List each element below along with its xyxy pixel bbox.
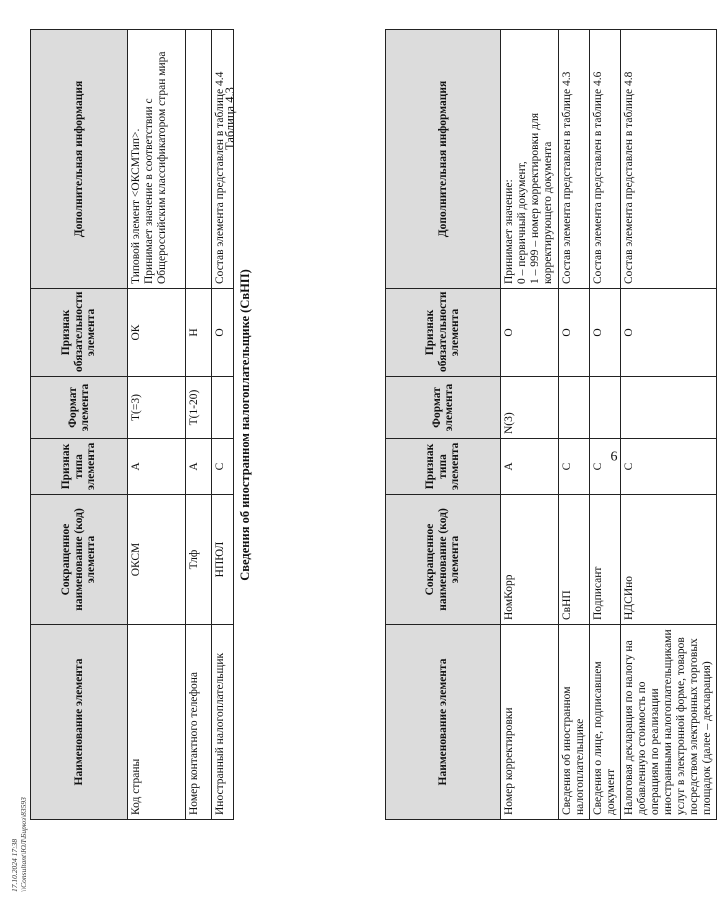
element-code-cell: ОКСМ bbox=[128, 495, 186, 625]
table-row bbox=[621, 30, 717, 820]
page-number: 6 bbox=[610, 449, 618, 465]
element-format-cell: T(=3) bbox=[128, 377, 186, 439]
element-required-cell: О bbox=[501, 289, 559, 377]
element-type-cell: С bbox=[559, 439, 590, 495]
table-row bbox=[590, 30, 621, 820]
element-format-cell: T(1-20) bbox=[186, 377, 212, 439]
column-header: Наименование элемента bbox=[31, 625, 128, 820]
column-header: Формат элемента bbox=[386, 377, 501, 439]
element-info-cell: Состав элемента представлен в таблице 4.8 bbox=[621, 30, 717, 289]
element-required-cell: О bbox=[559, 289, 590, 377]
column-header: Формат элемента bbox=[31, 377, 128, 439]
footer-path: \\Consultant\ЮЛ\Бирюз\83593 bbox=[19, 797, 28, 892]
column-header: Сокращенное наименование (код) элемента bbox=[31, 495, 128, 625]
element-name-cell: Сведения об иностранном налогоплательщике bbox=[559, 625, 590, 820]
print-footer bbox=[10, 797, 28, 892]
column-header: Признак типа элемента bbox=[386, 439, 501, 495]
element-type-cell: С bbox=[621, 439, 717, 495]
elements-table bbox=[385, 29, 717, 820]
column-header: Наименование элемента bbox=[386, 625, 501, 820]
element-type-cell: А bbox=[186, 439, 212, 495]
element-name-cell: Налоговая декларация по налогу на добавленную стоимость по операциям по реализации иностранными налогоплательщиками услуг в электронной форме, товаров посредством электронных торговых площадок (далее – декларация) bbox=[621, 625, 717, 820]
table-title: Сведения об иностранном налогоплательщике (СвНП) bbox=[238, 269, 252, 581]
element-code-cell: Подписант bbox=[590, 495, 621, 625]
column-header: Сокращенное наименование (код) элемента bbox=[386, 495, 501, 625]
column-header: Признак обязательности элемента bbox=[31, 289, 128, 377]
element-required-cell: О bbox=[212, 289, 234, 377]
element-code-cell: Тлф bbox=[186, 495, 212, 625]
table-row bbox=[559, 30, 590, 820]
element-info-cell: Типовой элемент <ОКСМТип>. Принимает значение в соответствии с Общероссийским классификатором стран мира bbox=[128, 30, 186, 289]
element-name-cell: Код страны bbox=[128, 625, 186, 820]
element-format-cell: N(3) bbox=[501, 377, 559, 439]
element-code-cell: СвНП bbox=[559, 495, 590, 625]
element-format-cell bbox=[621, 377, 717, 439]
table-row bbox=[212, 30, 234, 820]
table-row bbox=[186, 30, 212, 820]
element-required-cell: Н bbox=[186, 289, 212, 377]
element-name-cell: Номер контактного телефона bbox=[186, 625, 212, 820]
element-format-cell bbox=[590, 377, 621, 439]
element-type-cell: С bbox=[590, 439, 621, 495]
table-label: Таблица 4.3 bbox=[223, 87, 237, 150]
element-info-cell: Состав элемента представлен в таблице 4.3 bbox=[559, 30, 590, 289]
element-type-cell: С bbox=[212, 439, 234, 495]
taxpayer-info-table bbox=[30, 29, 234, 820]
element-info-cell: Принимает значение: 0 – первичный документ, 1 – 999 – номер корректировки для корректирующего документа bbox=[501, 30, 559, 289]
element-name-cell: Номер корректировки bbox=[501, 625, 559, 820]
table-row bbox=[128, 30, 186, 820]
element-type-cell: А bbox=[128, 439, 186, 495]
column-header: Дополнительная информация bbox=[31, 30, 128, 289]
column-header: Дополнительная информация bbox=[386, 30, 501, 289]
column-header: Признак типа элемента bbox=[31, 439, 128, 495]
table-header-row bbox=[386, 30, 501, 820]
element-info-cell bbox=[186, 30, 212, 289]
table-row bbox=[501, 30, 559, 820]
column-header: Признак обязательности элемента bbox=[386, 289, 501, 377]
element-name-cell: Иностранный налогоплательщик bbox=[212, 625, 234, 820]
element-code-cell: НомКорр bbox=[501, 495, 559, 625]
element-required-cell: ОК bbox=[128, 289, 186, 377]
element-code-cell: НДСИно bbox=[621, 495, 717, 625]
element-required-cell: О bbox=[621, 289, 717, 377]
element-info-cell: Состав элемента представлен в таблице 4.4 bbox=[212, 30, 234, 289]
footer-timestamp: 17.10.2024 17:38 bbox=[10, 838, 19, 892]
element-type-cell: А bbox=[501, 439, 559, 495]
element-required-cell: О bbox=[590, 289, 621, 377]
element-info-cell: Состав элемента представлен в таблице 4.6 bbox=[590, 30, 621, 289]
table-header-row bbox=[31, 30, 128, 820]
element-format-cell bbox=[559, 377, 590, 439]
element-format-cell bbox=[212, 377, 234, 439]
element-code-cell: НПЮЛ bbox=[212, 495, 234, 625]
element-name-cell: Сведения о лице, подписавшем документ bbox=[590, 625, 621, 820]
